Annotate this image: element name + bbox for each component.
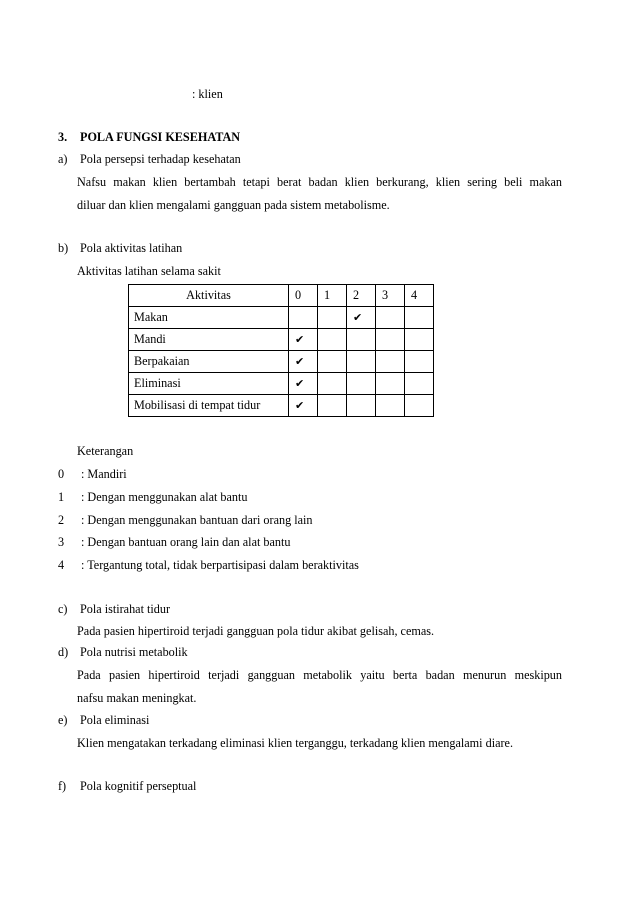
table-cell-score (405, 307, 434, 329)
table-cell-score (376, 373, 405, 395)
keterangan-text: : Dengan menggunakan bantuan dari orang lain (81, 513, 313, 527)
item-b-marker: b) (58, 241, 69, 255)
table-row-activity: Berpakaian (129, 351, 289, 373)
item-c-line1: Pada pasien hipertiroid terjadi gangguan pola tidur akibat gelisah, cemas. (77, 624, 435, 638)
table-row-activity: Makan (129, 307, 289, 329)
table-cell-score (376, 329, 405, 351)
table-cell-score (318, 307, 347, 329)
table-cell-score: ✔ (347, 307, 376, 329)
keterangan-num: 3 (58, 535, 65, 549)
table-cell-score: ✔ (289, 351, 318, 373)
section-number: 3. (58, 130, 68, 144)
activity-table (128, 284, 434, 417)
item-f-marker: f) (58, 779, 67, 793)
table-row-activity: Mobilisasi di tempat tidur (129, 395, 289, 417)
table-cell-score: ✔ (289, 373, 318, 395)
keterangan-text: : Dengan menggunakan alat bantu (81, 490, 248, 504)
table-header-cell: 3 (376, 285, 405, 307)
item-d-line2: nafsu makan meningkat. (77, 691, 197, 705)
keterangan-num: 4 (58, 558, 65, 572)
table-cell-score (405, 329, 434, 351)
item-d-heading: Pola nutrisi metabolik (80, 645, 188, 659)
item-c-heading: Pola istirahat tidur (80, 602, 171, 616)
item-a-line2: diluar dan klien mengalami gangguan pada sistem metabolisme. (77, 198, 390, 212)
table-cell-score (289, 307, 318, 329)
item-e-heading: Pola eliminasi (80, 713, 150, 727)
table-row (129, 395, 434, 417)
item-f-heading: Pola kognitif perseptual (80, 779, 197, 793)
item-d-marker: d) (58, 645, 69, 659)
table-cell-score (376, 395, 405, 417)
table-header-cell: 4 (405, 285, 434, 307)
table-cell-score (347, 351, 376, 373)
item-a-heading: Pola persepsi terhadap kesehatan (80, 152, 241, 166)
table-cell-score (376, 307, 405, 329)
table-cell-score (405, 351, 434, 373)
item-d-line1: Pada pasien hipertiroid terjadi gangguan metabolik yaitu berta badan menurun meskipun (77, 668, 562, 682)
keterangan-text: : Tergantung total, tidak berpartisipasi dalam beraktivitas (81, 558, 359, 572)
item-b-subheading: Aktivitas latihan selama sakit (77, 264, 221, 278)
table-header-cell: Aktivitas (129, 285, 289, 307)
table-cell-score (318, 351, 347, 373)
table-header-cell: 0 (289, 285, 318, 307)
item-a-line1: Nafsu makan klien bertambah tetapi berat badan klien berkurang, klien sering beli makan (77, 175, 562, 189)
table-cell-score: ✔ (289, 329, 318, 351)
table-row (129, 329, 434, 351)
table-cell-score (347, 395, 376, 417)
table-header-cell: 2 (347, 285, 376, 307)
table-row-activity: Mandi (129, 329, 289, 351)
keterangan-num: 0 (58, 467, 65, 481)
table-cell-score (405, 373, 434, 395)
item-c-marker: c) (58, 602, 68, 616)
table-row (129, 307, 434, 329)
table-row-activity: Eliminasi (129, 373, 289, 395)
item-e-line1: Klien mengatakan terkadang eliminasi klien terganggu, terkadang klien mengalami diare. (77, 736, 514, 750)
table-row (129, 351, 434, 373)
item-b-heading: Pola aktivitas latihan (80, 241, 183, 255)
table-header-cell: 1 (318, 285, 347, 307)
item-a-marker: a) (58, 152, 68, 166)
table-cell-score (376, 351, 405, 373)
table-cell-score (347, 373, 376, 395)
item-e-marker: e) (58, 713, 68, 727)
table-cell-score (318, 373, 347, 395)
keterangan-title: Keterangan (77, 444, 134, 458)
keterangan-text: : Mandiri (81, 467, 127, 481)
table-row (129, 373, 434, 395)
table-header-row (129, 285, 434, 307)
table-cell-score (347, 329, 376, 351)
table-cell-score (318, 395, 347, 417)
section-title: POLA FUNGSI KESEHATAN (80, 130, 241, 144)
table-cell-score: ✔ (289, 395, 318, 417)
table-cell-score (318, 329, 347, 351)
keterangan-text: : Dengan bantuan orang lain dan alat bantu (81, 535, 291, 549)
top-line-text: : klien (192, 87, 223, 101)
keterangan-num: 2 (58, 513, 65, 527)
table-cell-score (405, 395, 434, 417)
keterangan-num: 1 (58, 490, 65, 504)
